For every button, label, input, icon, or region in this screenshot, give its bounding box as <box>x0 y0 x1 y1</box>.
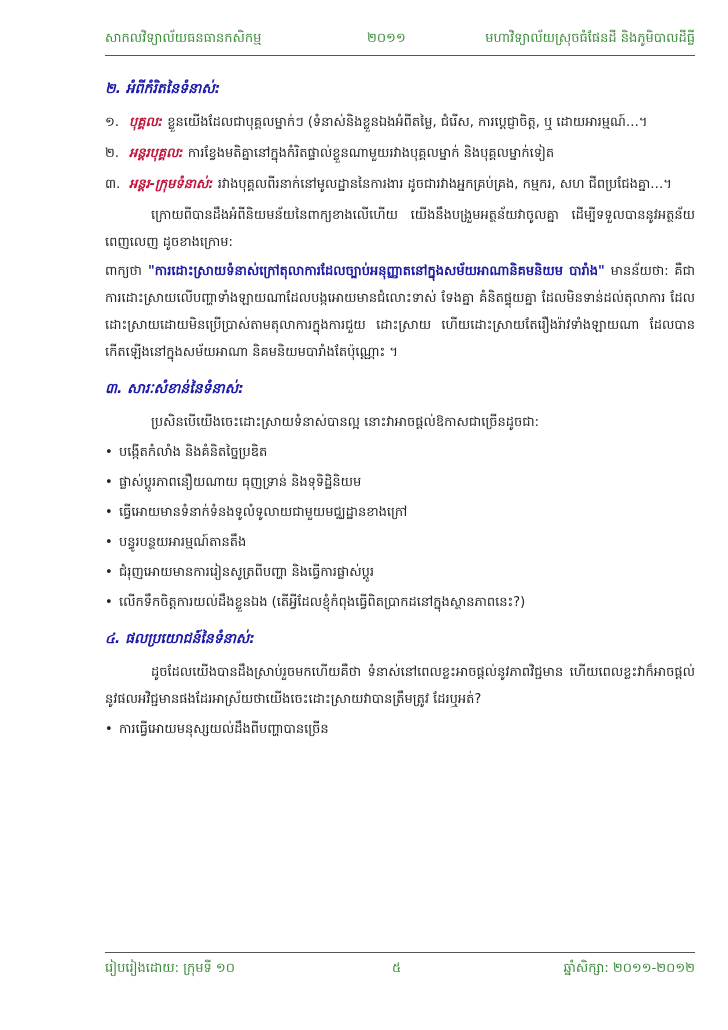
page-content <box>105 72 695 746</box>
bullet-item: • ជំរុញអោយមានការរៀនសូត្រពីបញ្ហា និងធ្វើការផ្លាស់ប្តូរ <box>105 559 695 586</box>
paragraph <box>105 258 695 366</box>
item-text: រវាងបុគ្គលពីរនាក់នៅមូលដ្ឋាននៃការងារ ដូចជារវាងអ្នកគ្រប់គ្រង, កម្មករ, សហ ជីពប្រជែងគ្នា…។ <box>213 177 672 192</box>
footer-academic-year: ឆ្នាំសិក្សា: ២០១១-២០១២ <box>563 961 695 976</box>
footer-rule <box>105 952 695 953</box>
item-text: ការខ្វែងមតិគ្នានៅក្នុងកំរិតផ្ទាល់ខ្លួនណាមួយរវាងបុគ្គលម្នាក់ និងបុគ្គលម្នាក់ទៀត <box>183 146 555 161</box>
item-number: ៣. <box>105 177 121 192</box>
bullet-item: • បង្កើតកំលាំង និងគំនិតច្នៃប្រឌិត <box>105 439 695 466</box>
page-number: ៥ <box>392 961 402 976</box>
bullet-item: • បន្ធូរបន្ថយអារម្មណ៍តានតឹង <box>105 529 695 556</box>
item-term: បុគ្គល: <box>129 115 164 130</box>
list-item <box>105 109 695 136</box>
item-number: ២. <box>105 146 119 161</box>
footer-author: រៀបរៀងដោយ: ក្រុមទី ១០ <box>105 961 235 976</box>
header-university: សាកលវិទ្យាល័យធនធានកសិកម្ម <box>105 31 262 46</box>
section-4-title: ៤. ផលប្រយោជន៍នៃទំនាស់: <box>105 631 255 647</box>
para-prefix: ពាក្យថា <box>105 264 142 279</box>
paragraph: ដូចដែលយើងបានដឹងស្រាប់រួចមកហើយគឺថា ទំនាស់នៅពេលខ្លះអាចផ្តល់នូវភាពវិជ្ជមាន ហើយពេលខ្លះវាក៏អាចផ្តល់នូវផលអវិជ្ជមានផងដែរអាស្រ័យថាយើងចេះដោះស្រាយវាបានត្រឹមត្រូវ ដែរឬអត់? <box>105 665 695 707</box>
item-text: ខ្លួនយើងដែលជាបុគ្គលម្នាក់ៗ (ទំនាស់និងខ្លួនឯងអំពីតម្លៃ, ជំរើស, ការប្តេជ្ញាចិត្ត, ឬ ដោយអារម្មណ៍…។ <box>163 115 648 130</box>
bullet-item: • លើកទឹកចិត្តការយល់ដឹងខ្លួនឯង (តើអ្វីដែលខ្ញុំកំពុងធ្វើពិតប្រាកដនៅក្នុងស្ថានភាពនេះ?) <box>105 589 695 616</box>
page-footer <box>105 960 695 982</box>
bullet-list <box>105 716 695 743</box>
header-year: ២០១១ <box>367 31 406 46</box>
bullet-list <box>105 439 695 616</box>
list-item <box>105 140 695 167</box>
section-2-title: ២. អំពីកំរិតនៃទំនាស់: <box>105 81 221 97</box>
header-faculty: មហាវិទ្យាល័យស្រុចធំផែនដី និងភូមិបាលដីធ្លី <box>485 31 695 46</box>
bullet-item: • ផ្លាស់ប្តូរភាពនឿយណាយ ធុញទ្រាន់ និងទុទិដ្ឋិនិយម <box>105 469 695 496</box>
header-rule <box>105 55 695 56</box>
paragraph: ក្រោយពីបានដឹងអំពីនិយមន័យនៃពាក្យខាងលើហើយ យើងនឹងបង្រួមអត្ថន័យវាចូលគ្នា ដើម្បីទទួលបាននូវអត្ថន័យពេញលេញ ដូចខាងក្រោម: <box>105 208 695 250</box>
bullet-item: • ធ្វើអោយមានទំនាក់ទំនងទូលំទូលាយជាមួយមជ្ឈដ្ឋានខាងក្រៅ <box>105 499 695 526</box>
item-term: អន្តរបុគ្គល: <box>129 146 184 161</box>
para-rest: មានន័យថា: គឺជាការដោះស្រាយលើបញ្ហាទាំងឡាយណាដែលបង្កអោយមានជំលោះទាស់ ទែងគ្នា គំនិតផ្ទុយគ្នា ដែលមិនទាន់ដល់តុលាការ ដែលដោះស្រាយដោយមិនប្រើប្រាស់តាមតុលាការក្នុងការជួយ ដោះស្រាយ ហើយដោះស្រាយតែរឿងរ៉ាវទាំងឡាយណា ដែលបានកើតឡើងនៅក្នុងសម័យអាណា និគមនិយមបារាំងតែប៉ុណ្ណោះ ។ <box>105 264 695 360</box>
section-3-title: ៣. សារៈសំខាន់នៃទំនាស់: <box>105 381 244 397</box>
paragraph: ប្រសិនបើយើងចេះដោះស្រាយទំនាស់បានល្អ នោះវាអាចផ្តល់ឱកាសជាច្រើនដូចជា: <box>151 415 539 430</box>
item-number: ១. <box>105 115 119 130</box>
list-item <box>105 171 695 198</box>
item-term: អន្តរ-ក្រុមទំនាស់: <box>129 177 214 192</box>
highlight-term: "ការដោះស្រាយទំនាស់ក្រៅតុលាការដែលច្បាប់អនុញ្ញាតនៅក្នុងសម័យអាណានិគមនិយម បារាំង" <box>141 264 605 279</box>
page-header <box>105 30 695 52</box>
bullet-item: • ការធ្វើអោយមនុស្សយល់ដឹងពីបញ្ហាបានច្រើន <box>105 716 695 743</box>
